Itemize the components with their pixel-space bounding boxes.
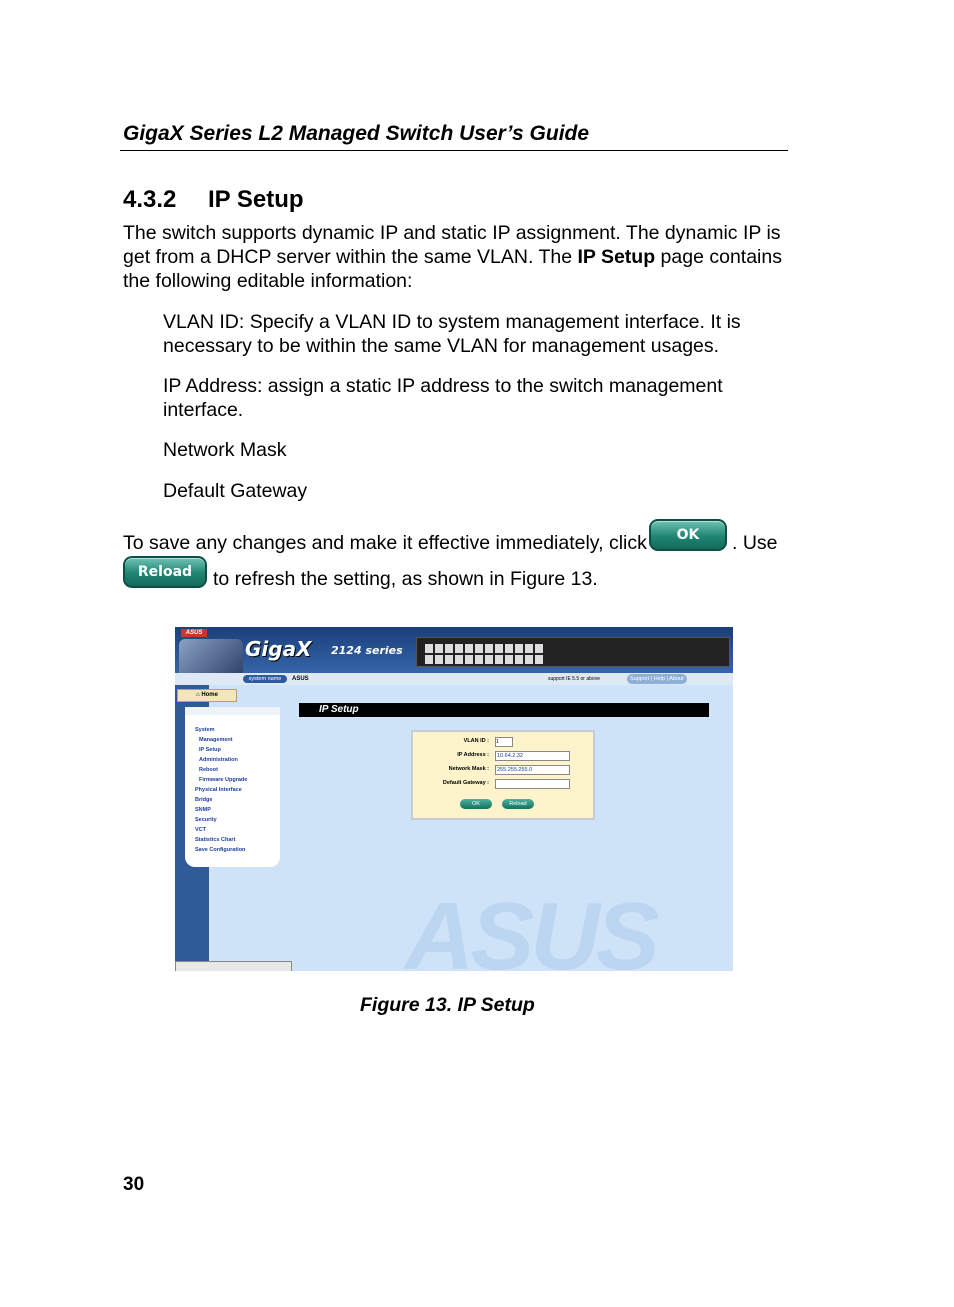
port-row-top — [425, 644, 543, 653]
item-network-mask: Network Mask — [163, 439, 287, 461]
switch-ports-panel — [416, 637, 730, 667]
nav-item[interactable]: VCT — [195, 827, 206, 833]
nav-item[interactable]: System — [195, 727, 215, 733]
horizontal-scrollbar[interactable] — [175, 961, 292, 971]
home-button[interactable] — [177, 689, 237, 702]
home-icon: ⌂ — [196, 692, 202, 698]
page-title-bar — [299, 703, 709, 717]
ip-address-input[interactable]: 10.64.2.32 — [495, 751, 570, 761]
nav-item[interactable]: Bridge — [195, 797, 213, 803]
ip-setup-screenshot — [175, 627, 733, 971]
section-title: IP Setup — [208, 186, 304, 213]
system-name-label: system name — [243, 675, 287, 683]
vlan-id-select[interactable]: 1 — [495, 737, 513, 747]
running-header: GigaX Series L2 Managed Switch User’s Guide — [123, 122, 590, 145]
save-instruction: To save any changes and make it effective immediately, click — [123, 532, 647, 554]
item-default-gateway: Default Gateway — [163, 480, 308, 502]
intro-bold: IP Setup — [577, 246, 656, 268]
intro-text-1: The switch supports dynamic IP and static IP assignment. The dynamic IP is get from a DHCP server within the same VLAN. The — [123, 222, 781, 268]
nav-item[interactable]: Management — [199, 737, 233, 743]
nav-item[interactable]: IP Setup — [199, 747, 221, 753]
form-reload-button[interactable]: Reload — [502, 799, 534, 809]
header-rule — [120, 150, 788, 151]
product-logo: GigaX — [245, 637, 312, 661]
network-mask-input[interactable]: 255.255.255.0 — [495, 765, 570, 775]
network-mask-label: Network Mask : — [448, 766, 489, 772]
ip-address-label: IP Address : — [457, 752, 489, 758]
section-heading — [123, 186, 304, 214]
nav-item[interactable]: Reboot — [199, 767, 218, 773]
nav-item[interactable]: Security — [195, 817, 217, 823]
asus-logo: ASUS — [181, 629, 207, 637]
nav-item[interactable]: Administration — [199, 757, 238, 763]
header-links[interactable]: Support | Help | About — [627, 674, 687, 684]
page-number: 30 — [123, 1174, 145, 1195]
page-title: IP Setup — [319, 704, 359, 715]
section-number: 4.3.2 — [123, 186, 177, 213]
series-label: 2124 series — [331, 644, 403, 657]
ip-setup-form — [411, 730, 595, 820]
refresh-instruction: to refresh the setting, as shown in Figure 13. — [213, 568, 598, 590]
item-ip-address: IP Address: assign a static IP address to the switch management interface. — [163, 375, 723, 421]
default-gateway-input[interactable] — [495, 779, 570, 789]
nav-item[interactable]: SNMP — [195, 807, 211, 813]
default-gateway-label: Default Gateway : — [442, 780, 489, 786]
figure-caption: Figure 13. IP Setup — [360, 994, 535, 1016]
asus-watermark: ASUS — [405, 883, 656, 971]
use-text: . Use — [732, 532, 778, 554]
vlan-id-label: VLAN ID : — [463, 738, 489, 744]
ok-button-image: OK — [649, 519, 727, 551]
home-label: Home — [201, 692, 218, 698]
support-note: support IE 5.5 or above — [548, 676, 600, 682]
reload-button-image: Reload — [123, 556, 207, 588]
system-name-value: ASUS — [292, 676, 309, 682]
nav-item[interactable]: Firmware Upgrade — [199, 777, 248, 783]
nav-item[interactable]: Save Configuration — [195, 847, 246, 853]
nav-item[interactable]: Physical Interface — [195, 787, 242, 793]
item-vlan-id: VLAN ID: Specify a VLAN ID to system management interface. It is necessary to be within the same VLAN for management usages. — [163, 311, 741, 357]
port-row-bottom — [425, 655, 543, 664]
nav-item[interactable]: Statistics Chart — [195, 837, 236, 843]
form-ok-button[interactable]: OK — [460, 799, 492, 809]
intro-paragraph — [123, 221, 803, 293]
nav-list — [195, 725, 247, 855]
intro-text-2: page contains the following editable information: — [123, 246, 782, 292]
